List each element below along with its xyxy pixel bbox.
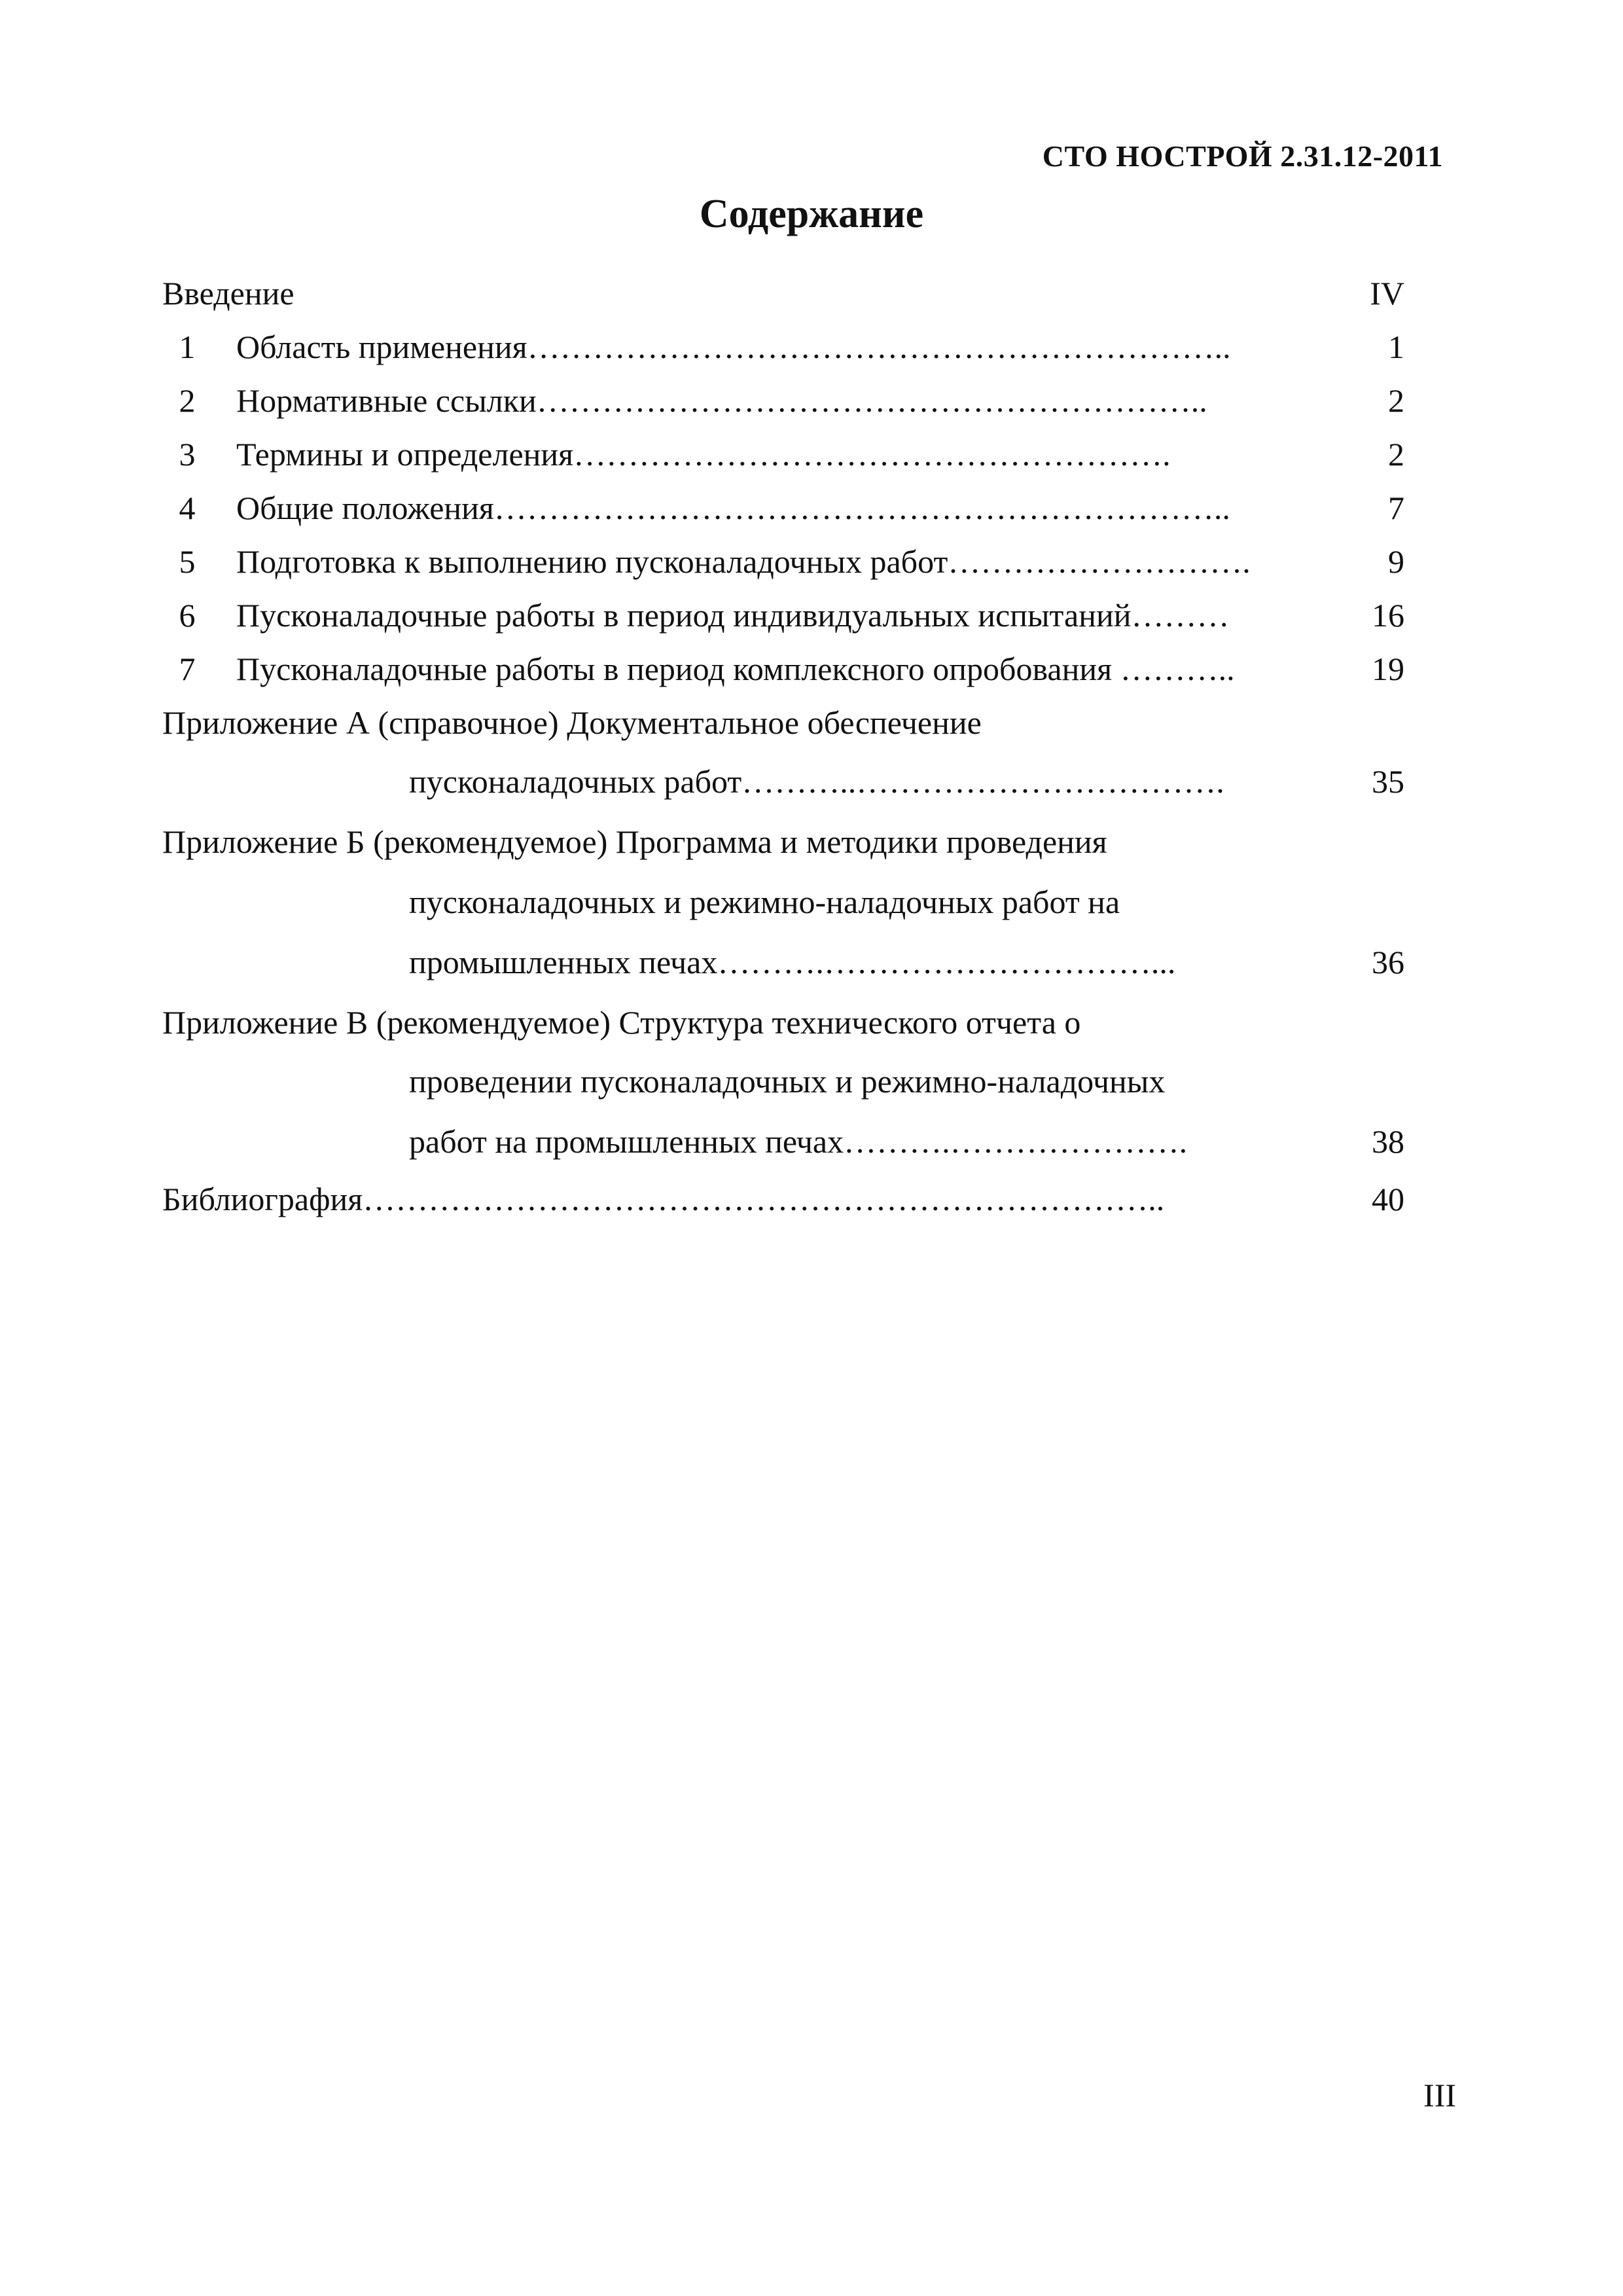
toc-entry-label: Приложение Б (рекомендуемое) Программа и методики проведения bbox=[162, 823, 1107, 860]
toc-entry-label: Приложение А (справочное) Документальное обеспечение bbox=[162, 704, 982, 741]
toc-entry-label: Нормативные ссылки…………………………………………………….. bbox=[236, 382, 1207, 419]
toc-entry-label-continued: проведении пусконаладочных и режимно-наладочных bbox=[409, 1063, 1166, 1100]
toc-title: Содержание bbox=[699, 192, 924, 236]
toc-entry-label: Приложение В (рекомендуемое) Структура технического отчета о bbox=[162, 1004, 1081, 1041]
toc-entry-page: 40 bbox=[1372, 1181, 1404, 1217]
toc-entry-label: Библиография……………………………………………………………….. bbox=[162, 1181, 1165, 1217]
toc-entry-label: Пусконаладочные работы в период индивидуальных испытаний……… bbox=[236, 597, 1230, 634]
toc-entry-number: 4 bbox=[179, 490, 196, 526]
toc-entry-page: IV bbox=[1370, 275, 1404, 312]
toc-entry-label-continued: пусконаладочных работ………..……………………………. bbox=[409, 763, 1224, 800]
toc-entry-page: 36 bbox=[1372, 944, 1404, 980]
toc-entry-number: 2 bbox=[179, 382, 196, 419]
toc-entry-number: 3 bbox=[179, 436, 196, 473]
toc-entry-label: Область применения……………………………………………………….. bbox=[236, 329, 1231, 365]
page-number: III bbox=[1423, 2077, 1456, 2113]
toc-entry-page: 1 bbox=[1388, 329, 1404, 365]
toc-entry-label: Введение bbox=[162, 275, 294, 312]
toc-entry-page: 2 bbox=[1388, 382, 1404, 419]
toc-entry-page: 19 bbox=[1372, 651, 1404, 687]
toc-entry-number: 1 bbox=[179, 329, 196, 365]
toc-entry-page: 9 bbox=[1388, 543, 1404, 580]
toc-entry-page: 16 bbox=[1372, 597, 1404, 634]
toc-entry-label-continued: пусконаладочных и режимно-наладочных работ на bbox=[409, 884, 1120, 920]
toc-entry-number: 5 bbox=[179, 543, 196, 580]
toc-entry-label-continued: промышленных печах……….…………………………... bbox=[409, 944, 1176, 980]
toc-entry-page: 7 bbox=[1388, 490, 1404, 526]
toc-entry-number: 6 bbox=[179, 597, 196, 634]
toc-entry-page: 38 bbox=[1372, 1123, 1404, 1160]
toc-entry-label: Пусконаладочные работы в период комплексного опробования ……….. bbox=[236, 651, 1235, 687]
toc-entry-label: Общие положения………………………………………………………….. bbox=[236, 490, 1230, 526]
toc-entry-page: 2 bbox=[1388, 436, 1404, 473]
toc-entry-page: 35 bbox=[1372, 763, 1404, 800]
toc-entry-number: 7 bbox=[179, 651, 196, 687]
toc-entry-label-continued: работ на промышленных печах……….…………………. bbox=[409, 1123, 1188, 1160]
toc-entry-label: Термины и определения………………………………………………. bbox=[236, 436, 1171, 473]
toc-entry-label: Подготовка к выполнению пусконаладочных работ………………………. bbox=[236, 543, 1251, 580]
document-code: СТО НОСТРОЙ 2.31.12-2011 bbox=[1042, 139, 1443, 173]
